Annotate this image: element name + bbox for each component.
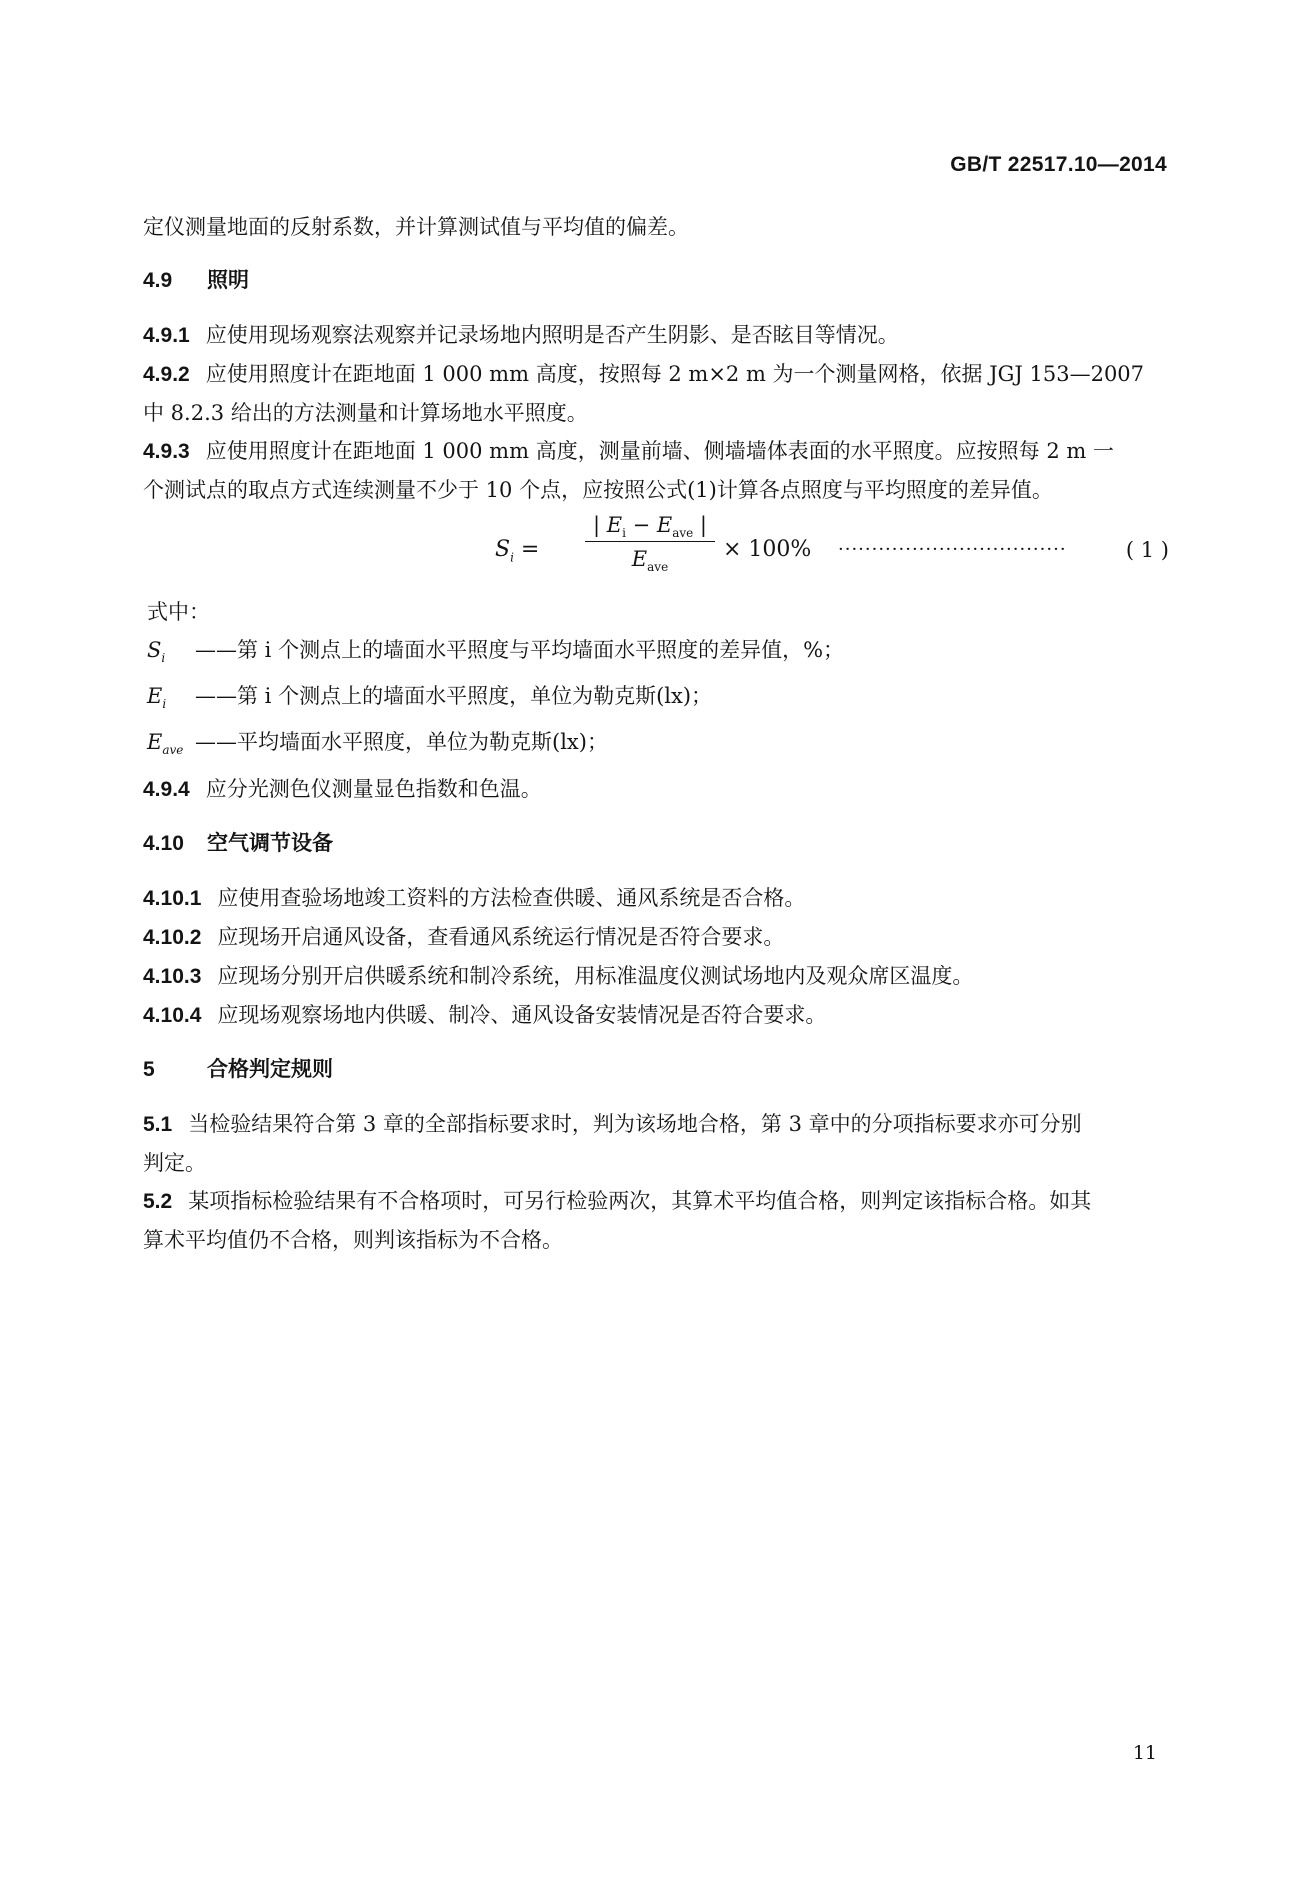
clause-number: 4.10.1	[143, 886, 202, 910]
continuation-paragraph: 定仪测量地面的反射系数，并计算测试值与平均值的偏差。	[143, 215, 689, 239]
clause-5-2	[143, 1182, 1171, 1221]
clause-number: 4.10.4	[143, 1003, 202, 1027]
clause-4-10-1	[143, 879, 1171, 918]
definition-text: ——第 i 个测点上的墙面水平照度，单位为勒克斯(lx)；	[195, 684, 713, 709]
clause-number: 5.2	[143, 1189, 173, 1213]
clause-4-9-2-cont: 中 8.2.3 给出的方法测量和计算场地水平照度。	[143, 401, 588, 425]
page-content	[143, 208, 1171, 1259]
clause-number: 4.9.3	[143, 440, 190, 463]
section-title: 照明	[207, 269, 249, 292]
clause-number: 4.9.2	[143, 363, 190, 386]
section-number: 4.9	[143, 269, 173, 292]
clause-number: 4.10.3	[143, 964, 202, 988]
section-title: 合格判定规则	[207, 1057, 333, 1081]
definition-si	[147, 631, 1171, 677]
clause-number: 4.9.1	[143, 324, 190, 347]
clause-text: 某项指标检验结果有不合格项时，可另行检验两次，其算术平均值合格，则判定该指标合格。如其	[188, 1188, 1092, 1213]
section-heading-4-10	[143, 825, 1171, 863]
clause-text: 应使用照度计在距地面 1 000 mm 高度，按照每 2 m×2 m 为一个测量网格，依据 JGJ 153—2007	[205, 362, 1145, 386]
formula-lhs: $S_i$ =	[495, 537, 540, 565]
clause-text: 应现场观察场地内供暖、制冷、通风设备安装情况是否符合要求。	[217, 1002, 827, 1027]
definition-symbol: $E_i$	[147, 684, 167, 712]
clause-text: 应现场开启通风设备，查看通风系统运行情况是否符合要求。	[217, 924, 785, 949]
definition-symbol: $E_{ave}$	[147, 730, 184, 758]
section-title: 空气调节设备	[207, 831, 333, 855]
formula-rhs: × 100%	[723, 537, 812, 562]
clause-text: 应使用查验场地竣工资料的方法检查供暖、通风系统是否合格。	[217, 885, 806, 910]
clause-4-10-3	[143, 957, 1171, 996]
standard-code: GB/T 22517.10—2014	[950, 153, 1167, 176]
formula-numerator: | $E_i - E_{ave}$ |	[585, 509, 715, 542]
clause-5-2-cont: 算术平均值仍不合格，则判该指标为不合格。	[143, 1227, 563, 1252]
formula-denominator: $E_{ave}$	[631, 547, 669, 575]
clause-4-9-3-cont: 个测试点的取点方式连续测量不少于 10 个点，应按照公式(1)计算各点照度与平均照度的差异值。	[143, 478, 1053, 502]
clause-text: 当检验结果符合第 3 章的全部指标要求时，判为该场地合格，第 3 章中的分项指标要求亦可分别	[188, 1111, 1082, 1136]
section-heading-4-9	[143, 262, 1171, 300]
clause-text: 应使用照度计在距地面 1 000 mm 高度，测量前墙、侧墙墙体表面的水平照度。应按照每 2 m 一	[205, 439, 1114, 463]
clause-4-9-1	[143, 316, 1171, 355]
clause-4-9-2	[143, 355, 1171, 394]
page-number: 11	[1132, 1742, 1157, 1764]
clause-4-9-4	[143, 770, 1171, 809]
clause-text: 应现场分别开启供暖系统和制冷系统，用标准温度仪测试场地内及观众席区温度。	[217, 963, 974, 988]
clause-number: 4.9.4	[143, 777, 190, 801]
definition-eave	[147, 723, 1171, 769]
section-heading-5	[143, 1051, 1171, 1089]
section-number: 5	[143, 1057, 155, 1081]
clause-4-10-2	[143, 918, 1171, 957]
clause-5-1	[143, 1105, 1171, 1144]
definition-symbol: $S_i$	[147, 638, 166, 666]
where-label: 式中：	[147, 600, 210, 624]
section-number: 4.10	[143, 831, 184, 855]
formula-leader-dots: ··································	[838, 539, 1067, 560]
clause-number: 4.10.2	[143, 925, 202, 949]
definition-text: ——第 i 个测点上的墙面水平照度与平均墙面水平照度的差异值，%；	[195, 638, 845, 662]
clause-text: 应分光测色仪测量显色指数和色温。	[205, 776, 542, 801]
equation-number: ( 1 )	[1125, 538, 1169, 562]
clause-4-10-4	[143, 996, 1171, 1035]
formula-fraction	[585, 509, 715, 576]
clause-text: 应使用现场观察法观察并记录场地内照明是否产生阴影、是否眩目等情况。	[205, 323, 899, 347]
clause-4-9-3	[143, 432, 1171, 471]
definition-ei	[147, 677, 1171, 723]
formula-1	[143, 509, 1171, 593]
definition-text: ——平均墙面水平照度，单位为勒克斯(lx)；	[195, 730, 608, 755]
clause-5-1-cont: 判定。	[143, 1150, 206, 1175]
clause-number: 5.1	[143, 1112, 173, 1136]
